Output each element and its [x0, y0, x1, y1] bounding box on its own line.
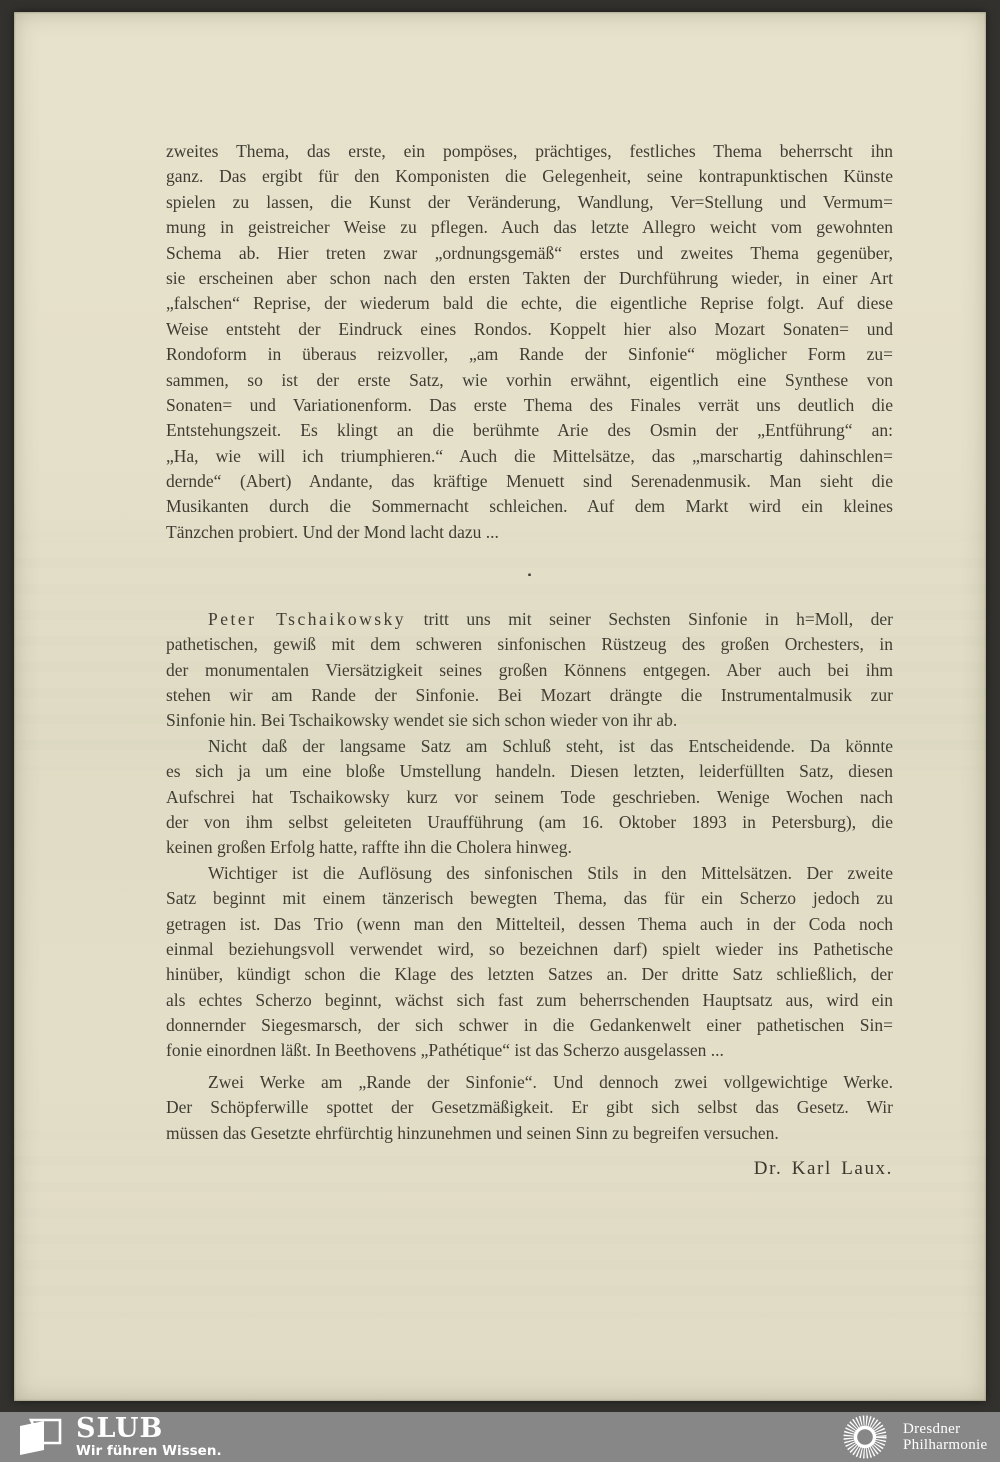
separator-dot-icon: ▪ — [527, 570, 532, 582]
slub-tagline: Wir führen Wissen. — [76, 1443, 222, 1459]
text-line: ganz. Das ergibt für den Komponisten die Gelegenheit, seine kontrapunktischen Künste — [166, 166, 893, 187]
text-line: sie erscheinen aber schon nach den ersten Takten der Durchführung wieder, in einer Art — [166, 267, 893, 288]
philharmonie-text — [903, 1421, 987, 1453]
text-line: „Ha, wie will ich triumphieren.“ Auch die Mittelsätze, das „marschartig dahinschlen= — [166, 445, 893, 466]
text-line: Nicht daß der langsame Satz am Schluß steht, ist das Entscheidende. Da könnte — [208, 735, 893, 756]
sunburst-icon — [842, 1414, 888, 1460]
text-line: Satz beginnt mit einem tänzerisch bewegten Thema, das für ein Scherzo jedoch zu — [166, 888, 893, 909]
section-separator — [166, 545, 893, 607]
text-line: pathetischen, gewiß mit dem schweren sinfonischen Rüstzeug des großen Orchesters, in — [166, 634, 893, 655]
paragraph — [166, 1070, 893, 1146]
text-line: Schema ab. Hier treten zwar „ordnungsgemäß“ erstes und zweites Thema gegenüber, — [166, 242, 893, 263]
document-page — [14, 12, 986, 1401]
text-line: sammen, so ist der erste Satz, wie vorhin erwähnt, eigentlich eine Synthese von — [166, 369, 893, 390]
text-line: fonie einordnen läßt. In Beethovens „Pathétique“ ist das Scherzo ausgelassen ... — [166, 1040, 724, 1061]
text-line — [166, 607, 893, 632]
text-line: „falschen“ Reprise, der wiederum bald die echte, die eigentliche Reprise folgt. Auf diese — [166, 293, 893, 314]
text-line: Entstehungszeit. Es klingt an die berühmte Arie des Osmin der „Entführung“ an: — [166, 420, 893, 441]
watermark-bar — [0, 1412, 1000, 1462]
text-line: spielen zu lassen, die Kunst der Veränderung, Wandlung, Ver=Stellung und Vermum= — [166, 191, 893, 212]
composer-name: Peter Tschaikowsky — [208, 608, 407, 629]
text-line-rest: tritt uns mit seiner Sechsten Sinfonie in h=Moll, der — [423, 608, 893, 629]
slub-text — [76, 1414, 222, 1459]
text-line: getragen ist. Das Trio (wenn man den Mittelteil, dessen Thema auch in der Coda noch — [166, 913, 893, 934]
text-line: mung in geistreicher Weise zu pflegen. Auch das letzte Allegro weicht vom gewohnten — [166, 217, 893, 238]
author-signature: Dr. Karl Laux. — [753, 1158, 893, 1180]
text-line: es sich ja um eine bloße Umstellung handeln. Diesen letzten, leiderfüllten Satz, diesen — [166, 761, 893, 782]
philharmonie-logo — [842, 1414, 987, 1460]
text-line: Weise entsteht der Eindruck eines Rondos. Koppelt hier also Mozart Sonaten= und — [166, 318, 893, 339]
paragraph — [166, 861, 893, 1064]
text-line: Tänzchen probiert. Und der Mond lacht dazu ... — [166, 521, 499, 542]
text-line: donnernder Siegesmarsch, der sich schwer in die Gedankenwelt einer pathetischen Sin= — [166, 1015, 893, 1036]
text-line: zweites Thema, das erste, ein pompöses, prächtiges, festliches Thema beherrscht ihn — [166, 141, 893, 161]
paragraph — [166, 734, 893, 861]
slub-name: SLUB — [76, 1413, 164, 1444]
text-line: dernde“ (Abert) Andante, das kräftige Menuett sind Serenadenmusik. Man sieht die — [166, 471, 893, 492]
text-line: keinen großen Erfolg hatte, raffte ihn die Cholera hinweg. — [166, 837, 572, 858]
paragraph — [166, 139, 893, 545]
text-line: Wichtiger ist die Auflösung des sinfonischen Stils in den Mittelsätzen. Der zweite — [208, 862, 893, 883]
text-line: als echtes Scherzo beginnt, wächst sich fast zum beherrschenden Hauptsatz aus, wird ein — [166, 989, 893, 1010]
text-line: der monumentalen Viersätzigkeit seines großen Könnens entgegen. Aber auch bei ihm — [166, 659, 893, 680]
text-line: einmal beziehungsvoll verwendet wird, so bezeichnen darf) spielt wieder ins Pathetische — [166, 938, 893, 959]
text-line: stehen wir am Rande der Sinfonie. Bei Mozart drängte die Instrumentalmusik zur — [166, 685, 893, 706]
text-line: Der Schöpferwille spottet der Gesetzmäßigkeit. Er gibt sich selbst das Gesetz. Wir — [166, 1097, 893, 1118]
book-icon — [18, 1418, 62, 1456]
philharmonie-line1: Dresdner — [903, 1421, 961, 1437]
slub-logo — [18, 1414, 222, 1459]
text-line: müssen das Gesetzte ehrfürchtig hinzunehmen und seinen Sinn zu begreifen versuchen. — [166, 1122, 779, 1143]
paragraph — [166, 607, 893, 734]
philharmonie-line2: Philharmonie — [903, 1437, 988, 1453]
text-line: Sonaten= und Variationenform. Das erste Thema des Finales verrät uns deutlich die — [166, 394, 893, 415]
article-text — [166, 139, 893, 1182]
text-line: Rondoform in überaus reizvoller, „am Rande der Sinfonie“ möglicher Form zu= — [166, 344, 893, 365]
text-line: Zwei Werke am „Rande der Sinfonie“. Und dennoch zwei vollgewichtige Werke. — [208, 1071, 893, 1092]
text-line: der von ihm selbst geleiteten Uraufführung (am 16. Oktober 1893 in Petersburg), die — [166, 811, 893, 832]
text-line: Musikanten durch die Sommernacht schleichen. Auf dem Markt wird ein kleines — [166, 496, 893, 517]
text-line: Aufschrei hat Tschaikowsky kurz vor seinem Tode geschrieben. Wenige Wochen nach — [166, 786, 893, 807]
text-line: hinüber, kündigt schon die Klage des letzten Satzes an. Der dritte Satz schließlich, der — [166, 964, 893, 985]
text-line: Sinfonie hin. Bei Tschaikowsky wendet sie sich schon wieder von ihr ab. — [166, 710, 678, 731]
